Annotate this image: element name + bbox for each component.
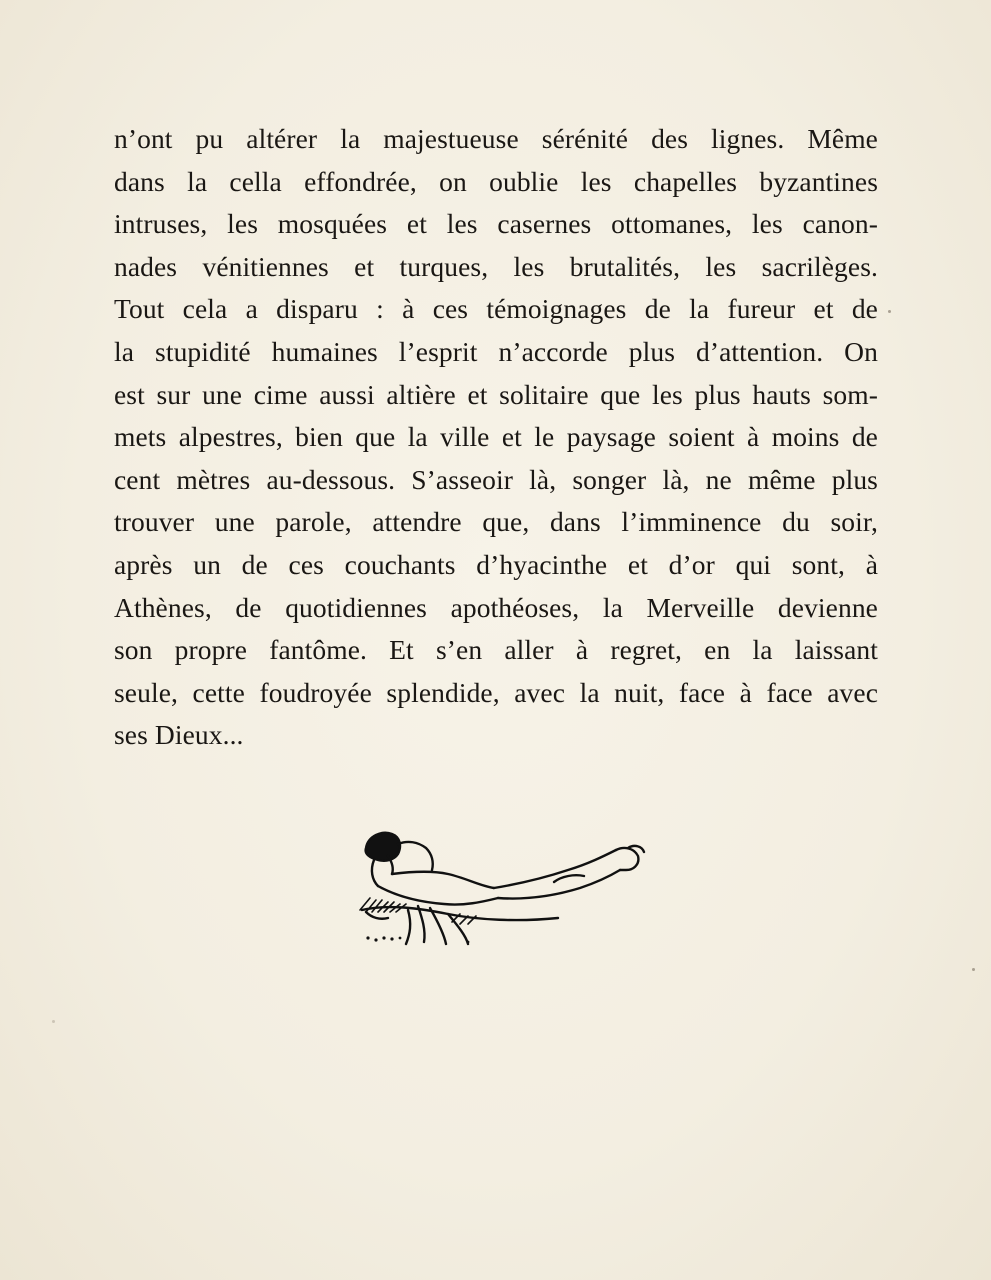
text-line: après un de ces couchants d’hyacinthe et d’or qui sont, à — [114, 548, 878, 580]
paper-speck — [52, 1020, 55, 1023]
text-line: est sur une cime aussi altière et solitaire que les plus hauts som- — [114, 378, 878, 410]
paper-speck — [888, 310, 891, 313]
text-line: seule, cette foudroyée splendide, avec la nuit, face à face avec — [114, 676, 878, 708]
text-line: dans la cella effondrée, on oublie les chapelles byzantines — [114, 165, 878, 197]
text-line: n’ont pu altérer la majestueuse sérénité des lignes. Même — [114, 123, 878, 154]
body-text — [114, 118, 878, 757]
text-line: nades vénitiennes et turques, les brutalités, les sacrilèges. — [114, 250, 878, 282]
text-line: ses Dieux... — [114, 719, 244, 751]
paper-speck — [972, 968, 975, 971]
text-line: son propre fantôme. Et s’en aller à regret, en la laissant — [114, 634, 878, 666]
reclining-figure-illustration — [348, 826, 648, 956]
text-line: cent mètres au-dessous. S’asseoir là, songer là, ne même plus — [114, 463, 878, 495]
text-line: Tout cela a disparu : à ces témoignages de la fureur et de — [114, 293, 878, 325]
text-line: trouver une parole, attendre que, dans l’imminence du soir, — [114, 506, 878, 538]
text-line: intruses, les mosquées et les casernes ottomanes, les canon- — [114, 208, 878, 240]
text-line: Athènes, de quotidiennes apothéoses, la Merveille devienne — [114, 591, 878, 623]
text-line: la stupidité humaines l’esprit n’accorde plus d’attention. On — [114, 335, 878, 367]
text-line: mets alpestres, bien que la ville et le paysage soient à moins de — [114, 421, 878, 453]
